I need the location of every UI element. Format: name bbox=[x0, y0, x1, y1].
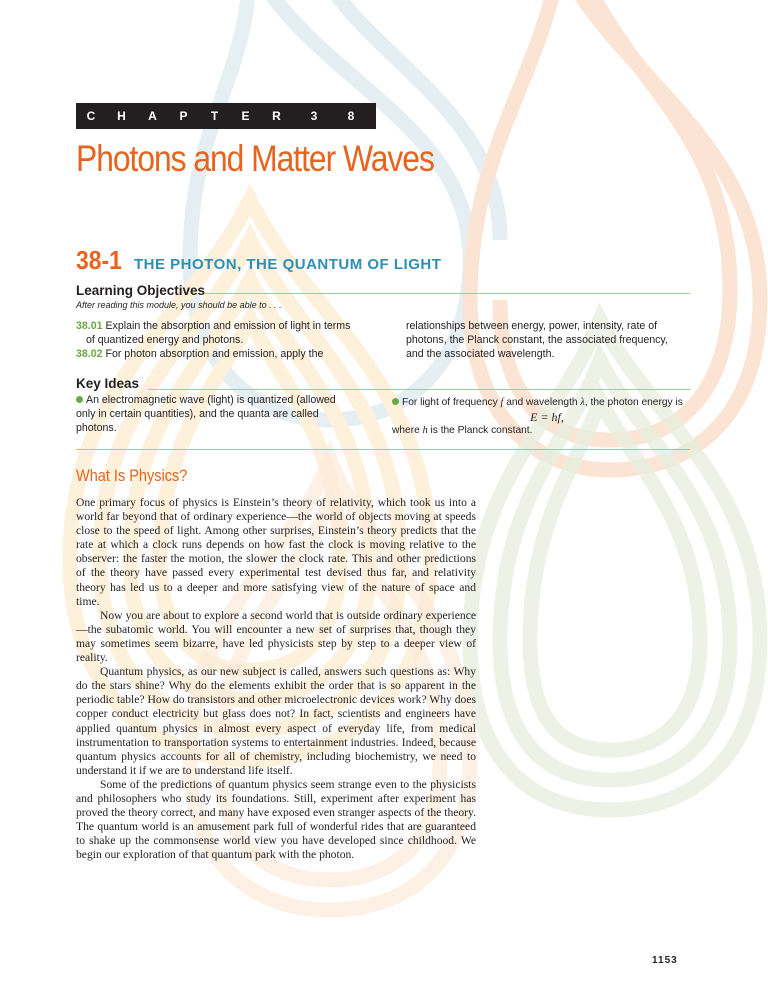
paragraph: Quantum physics, as our new subject is called, answers such questions as: Why do the stars shine? Why do the elements exhibit the order that is so apparent in the periodic table? How do transistors and other microelectronic devices work? Why does copper conduct electricity but glass does not? In fact, scientists and engineers have applied quantum physics in almost every aspect of everyday life, from medical instrumentation to transportation systems to entertainment industries. Indeed, because quantum physics accounts for all of chemistry, including biochemistry, we need to understand it if we are to understand life itself. bbox=[76, 665, 476, 777]
key-ideas-heading: Key Ideas bbox=[76, 376, 140, 391]
key-idea-text: , the photon energy is bbox=[584, 397, 683, 408]
key-idea-text: For light of frequency bbox=[402, 397, 501, 408]
body-text bbox=[76, 496, 476, 862]
objective-text-line: relationships between energy, power, intensity, rate of bbox=[406, 320, 658, 332]
bullet-icon bbox=[392, 398, 399, 405]
chapter-number-digit: 3 bbox=[310, 109, 318, 123]
module-number: 38-1 bbox=[76, 245, 122, 275]
module-title: THE PHOTON, THE QUANTUM OF LIGHT bbox=[134, 256, 442, 273]
chapter-title: Photons and Matter Waves bbox=[76, 138, 434, 179]
learning-objectives-heading: Learning Objectives bbox=[76, 283, 206, 298]
section-rule bbox=[76, 449, 690, 450]
photon-energy-equation: E = hf, bbox=[530, 410, 564, 424]
objective-text-line: Explain the absorption and emission of light in terms bbox=[105, 320, 351, 332]
section-rule bbox=[148, 389, 690, 390]
section-rule bbox=[203, 293, 690, 294]
chapter-letter: T bbox=[210, 109, 219, 123]
math-symbol: λ bbox=[580, 397, 585, 408]
objective-text-line: For photon absorption and emission, apply the bbox=[105, 348, 324, 360]
key-idea-1 bbox=[76, 393, 381, 435]
key-idea-text-line: only in certain quantities), and the quanta are called bbox=[76, 408, 319, 420]
chapter-letter: P bbox=[179, 109, 188, 123]
chapter-letter: H bbox=[117, 109, 126, 123]
key-idea-text-line: An electromagnetic wave (light) is quantized (allowed bbox=[86, 394, 336, 406]
math-symbol: f bbox=[500, 397, 504, 408]
key-idea-text: is the Planck constant. bbox=[427, 425, 533, 436]
page-number: 1153 bbox=[652, 955, 678, 966]
learning-objectives-intro: After reading this module, you should be able to . . . bbox=[76, 300, 282, 310]
objectives-right-column bbox=[406, 319, 696, 361]
chapter-letter: E bbox=[241, 109, 250, 123]
objective-text-line: photons, the Planck constant, the associated frequency, bbox=[406, 334, 668, 346]
objective-number: 38.02 bbox=[76, 348, 103, 360]
key-idea-text-line: photons. bbox=[76, 422, 117, 434]
chapter-letter: R bbox=[272, 109, 281, 123]
chapter-number-digit: 8 bbox=[347, 109, 355, 123]
objective-text-line: of quantized energy and photons. bbox=[86, 334, 244, 346]
bullet-icon bbox=[76, 396, 83, 403]
math-symbol: h bbox=[422, 425, 428, 436]
chapter-label-bar bbox=[76, 103, 376, 129]
chapter-letter: A bbox=[148, 109, 157, 123]
key-idea-2 bbox=[392, 396, 702, 438]
objective-number: 38.01 bbox=[76, 320, 103, 332]
key-idea-text: and wavelength bbox=[503, 397, 581, 408]
chapter-letter: C bbox=[86, 109, 96, 123]
objective-item bbox=[76, 347, 376, 361]
paragraph: Now you are about to explore a second world that is outside ordinary experience—the subatomic world. You will encounter a new set of surprises that, though they may sometimes seem bizarre, have led physicists step by step to a deeper view of reality. bbox=[76, 608, 476, 665]
what-is-physics-heading: What Is Physics? bbox=[76, 467, 188, 485]
objectives-left-column bbox=[76, 319, 376, 361]
paragraph: Some of the predictions of quantum physics seem strange even to the physicists and philosophers who study its foundations. Still, experiment after experiment has proved the theory correct, and many have exposed even stranger aspects of the theory. The quantum world is an amusement park full of wonderful rides that are guaranteed to shake up the commonsense world view you have developed since childhood. We begin our exploration of that quantum park with the photon. bbox=[76, 777, 476, 862]
objective-text-line: and the associated wavelength. bbox=[406, 348, 555, 360]
module-heading bbox=[76, 245, 441, 276]
key-idea-text: where bbox=[392, 425, 423, 436]
objective-item bbox=[76, 319, 376, 333]
paragraph: One primary focus of physics is Einstein’s theory of relativity, which took us into a world far beyond that of ordinary experience—the world of objects moving at speeds close to the speed of light. Among other surprises, Einstein’s theory predicts that the rate at which a clock runs depends on how fast the clock is moving relative to the observer: the faster the motion, the slower the clock rate. This and other predictions of the theory have passed every experimental test devised thus far, and relativity theory has led us to a deeper and more satisfying view of the nature of space and time. bbox=[76, 496, 476, 608]
